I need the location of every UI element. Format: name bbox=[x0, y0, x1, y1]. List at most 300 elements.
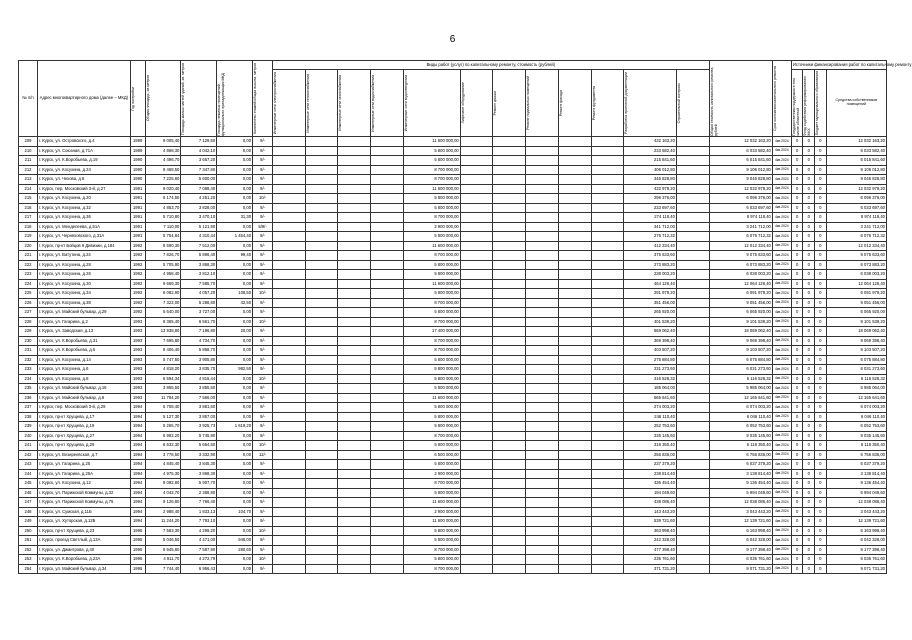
cell-year: 1994 bbox=[130, 488, 145, 498]
cell-ra: 1 833,13 bbox=[181, 507, 217, 517]
cell-c1: 5 800 000,00 bbox=[403, 422, 460, 432]
cell-empty bbox=[558, 441, 591, 451]
cell-empty bbox=[591, 564, 624, 574]
cell-s2: 0 bbox=[803, 165, 815, 175]
cell-empty bbox=[526, 194, 559, 204]
cell-fl: 9/- bbox=[253, 270, 273, 280]
cell-c1: 11 600 000,00 bbox=[403, 498, 460, 508]
cell-empty bbox=[493, 137, 526, 147]
cell-year: 1993 bbox=[130, 384, 145, 394]
cell-ra: 5 907,70 bbox=[181, 479, 217, 489]
cell-empty bbox=[526, 412, 559, 422]
cell-c1: 5 800 000,00 bbox=[403, 403, 460, 413]
cell-addr: г. Курск, ул. Косухина, д.36 bbox=[37, 213, 130, 223]
cell-empty bbox=[305, 441, 338, 451]
cell-empty bbox=[305, 517, 338, 527]
cell-empty bbox=[526, 555, 559, 565]
cell-na: 0,00 bbox=[217, 241, 253, 251]
cell-ra: 3 905,80 bbox=[181, 355, 217, 365]
cell-empty bbox=[591, 412, 624, 422]
cell-empty bbox=[591, 479, 624, 489]
cell-s3: 0 bbox=[815, 469, 827, 479]
cell-s3: 0 bbox=[815, 175, 827, 185]
cell-ra: 4 815,44 bbox=[181, 374, 217, 384]
cell-empty bbox=[460, 251, 493, 261]
cell-empty bbox=[305, 260, 338, 270]
cell-year: 1992 bbox=[130, 279, 145, 289]
header-work-col: Инженерные сети водоснабжения bbox=[371, 74, 376, 132]
cell-empty bbox=[460, 194, 493, 204]
cell-na: 0,00 bbox=[217, 156, 253, 166]
cell-empty bbox=[493, 498, 526, 508]
cell-addr: г. Курск, ул. Косухина, д.12 bbox=[37, 479, 130, 489]
cell-addr: г. Курск, пр-кт Хрущева, д.17 bbox=[37, 412, 130, 422]
cell-empty bbox=[558, 308, 591, 318]
cell-s2: 0 bbox=[803, 393, 815, 403]
cell-s2: 0 bbox=[803, 203, 815, 213]
cell-empty bbox=[493, 175, 526, 185]
cell-s3: 0 bbox=[815, 441, 827, 451]
cell-year: 1991 bbox=[130, 194, 145, 204]
cell-addr: г. Курск, проезд Светлый, д.13А bbox=[37, 536, 130, 546]
cell-c1: 2 900 000,00 bbox=[403, 469, 460, 479]
cell-addr: г. Курск, ул. Косухина, д.34 bbox=[37, 289, 130, 299]
cell-empty bbox=[371, 213, 404, 223]
cell-empty bbox=[558, 422, 591, 432]
cell-empty bbox=[558, 156, 591, 166]
cell-s1: 0 bbox=[791, 289, 803, 299]
cell-empty bbox=[558, 137, 591, 147]
header-total-cost: Общая стоимость капитального ремонта, рублей bbox=[709, 66, 718, 136]
cell-dl: 4кв.2024 bbox=[772, 184, 791, 194]
table-row bbox=[19, 441, 887, 451]
cell-empty bbox=[676, 536, 709, 546]
cell-tot: 6 163 998,40 bbox=[709, 526, 772, 536]
cell-n: 238 bbox=[19, 412, 38, 422]
cell-year: 1994 bbox=[130, 450, 145, 460]
cell-c1: 11 600 000,00 bbox=[403, 137, 460, 147]
cell-ra: 4 042,10 bbox=[181, 146, 217, 156]
cell-s2: 0 bbox=[803, 298, 815, 308]
table-row bbox=[19, 450, 887, 460]
cell-fl: 9/- bbox=[253, 536, 273, 546]
cell-empty bbox=[493, 365, 526, 375]
cell-dl: 4кв.2024 bbox=[772, 564, 791, 574]
table-row bbox=[19, 393, 887, 403]
table-row bbox=[19, 203, 887, 213]
cell-empty bbox=[526, 317, 559, 327]
cell-empty bbox=[305, 241, 338, 251]
cell-fl: 10/- bbox=[253, 441, 273, 451]
cell-n: 249 bbox=[19, 517, 38, 527]
cell-na: 0,00 bbox=[217, 308, 253, 318]
cell-empty bbox=[526, 336, 559, 346]
cell-n: 212 bbox=[19, 165, 38, 175]
cell-ra: 7 793,10 bbox=[181, 517, 217, 527]
cell-empty bbox=[371, 469, 404, 479]
cell-empty bbox=[371, 555, 404, 565]
cell-empty bbox=[676, 450, 709, 460]
cell-s1: 0 bbox=[791, 156, 803, 166]
cell-na: 0,00 bbox=[217, 194, 253, 204]
cell-s3: 0 bbox=[815, 545, 827, 555]
cell-dl: 4кв.2024 bbox=[772, 146, 791, 156]
cell-c2: 231 273,60 bbox=[624, 365, 677, 375]
cell-ta: 5 705,90 bbox=[145, 260, 181, 270]
cell-empty bbox=[493, 403, 526, 413]
cell-c2: 371 731,20 bbox=[624, 564, 677, 574]
cell-ta: 4 868,30 bbox=[145, 146, 181, 156]
cell-empty bbox=[558, 165, 591, 175]
table-row bbox=[19, 194, 887, 204]
cell-empty bbox=[493, 526, 526, 536]
cell-empty bbox=[273, 336, 306, 346]
cell-own: 6 031 273,60 bbox=[826, 365, 886, 375]
cell-s2: 0 bbox=[803, 270, 815, 280]
cell-empty bbox=[493, 213, 526, 223]
cell-c1: 5 800 000,00 bbox=[403, 270, 460, 280]
cell-empty bbox=[493, 479, 526, 489]
cell-empty bbox=[676, 412, 709, 422]
cell-addr: г. Курск, ул. Гагарина, д.25А bbox=[37, 469, 130, 479]
cell-empty bbox=[460, 536, 493, 546]
cell-empty bbox=[493, 431, 526, 441]
cell-ta: 5 747,60 bbox=[145, 355, 181, 365]
table-row bbox=[19, 184, 887, 194]
cell-s2: 0 bbox=[803, 488, 815, 498]
cell-empty bbox=[676, 355, 709, 365]
cell-s3: 0 bbox=[815, 251, 827, 261]
cell-s3: 0 bbox=[815, 146, 827, 156]
cell-n: 225 bbox=[19, 289, 38, 299]
table-body bbox=[19, 137, 887, 574]
header-deadline: Срок окончания капитального ремонта bbox=[772, 65, 777, 131]
cell-n: 221 bbox=[19, 251, 38, 261]
cell-fl: 9/- bbox=[253, 336, 273, 346]
cell-own: 6 065 920,00 bbox=[826, 308, 886, 318]
cell-s1: 0 bbox=[791, 346, 803, 356]
cell-s3: 0 bbox=[815, 194, 827, 204]
cell-empty bbox=[371, 346, 404, 356]
cell-c2: 276 712,32 bbox=[624, 232, 677, 242]
cell-empty bbox=[305, 403, 338, 413]
cell-ra: 3 857,00 bbox=[181, 412, 217, 422]
cell-empty bbox=[460, 241, 493, 251]
cell-empty bbox=[338, 222, 371, 232]
cell-empty bbox=[676, 308, 709, 318]
cell-empty bbox=[305, 545, 338, 555]
cell-dl: 4кв.2024 bbox=[772, 403, 791, 413]
cell-empty bbox=[591, 289, 624, 299]
cell-empty bbox=[526, 156, 559, 166]
cell-empty bbox=[460, 317, 493, 327]
cell-n: 244 bbox=[19, 469, 38, 479]
cell-own: 6 076 712,32 bbox=[826, 232, 886, 242]
cell-na: 99,40 bbox=[217, 251, 253, 261]
cell-year: 1994 bbox=[130, 412, 145, 422]
header-source-col: Государственная поддержка в том числе областной bbox=[791, 78, 800, 136]
cell-own: 9 106 012,80 bbox=[826, 165, 886, 175]
cell-c2: 242 328,00 bbox=[624, 536, 677, 546]
cell-empty bbox=[371, 241, 404, 251]
cell-c1: 8 700 000,00 bbox=[403, 175, 460, 185]
cell-empty bbox=[460, 289, 493, 299]
cell-empty bbox=[305, 137, 338, 147]
cell-s2: 0 bbox=[803, 336, 815, 346]
header-address: Адрес многоквартирного дома (далее – МКД) bbox=[37, 61, 130, 137]
cell-addr: г. Курск, ул. Сумская, д.11Б bbox=[37, 507, 130, 517]
cell-ta: 5 754,84 bbox=[145, 232, 181, 242]
cell-s3: 0 bbox=[815, 241, 827, 251]
cell-empty bbox=[558, 213, 591, 223]
cell-c1: 5 800 000,00 bbox=[403, 555, 460, 565]
cell-empty bbox=[493, 260, 526, 270]
cell-empty bbox=[558, 517, 591, 527]
cell-own: 9 177 398,40 bbox=[826, 545, 886, 555]
cell-own: 6 033 697,60 bbox=[826, 203, 886, 213]
cell-own: 6 118 350,40 bbox=[826, 441, 886, 451]
cell-empty bbox=[558, 355, 591, 365]
cell-tot: 18 069 062,40 bbox=[709, 327, 772, 337]
cell-empty bbox=[493, 203, 526, 213]
table-row bbox=[19, 555, 887, 565]
cell-s1: 0 bbox=[791, 270, 803, 280]
cell-empty bbox=[676, 498, 709, 508]
cell-empty bbox=[305, 251, 338, 261]
cell-empty bbox=[493, 156, 526, 166]
cell-empty bbox=[526, 403, 559, 413]
cell-dl: 4кв.2024 bbox=[772, 270, 791, 280]
table-row bbox=[19, 317, 887, 327]
cell-addr: г. Курск, ул. Косухина, д.38 bbox=[37, 298, 130, 308]
cell-ta: 11 784,20 bbox=[145, 393, 181, 403]
cell-year: 1994 bbox=[130, 403, 145, 413]
cell-empty bbox=[371, 403, 404, 413]
cell-addr: г. Курск, ул. Майский бульвар, д.8 bbox=[37, 393, 130, 403]
header-work-col: Инженерные сети электроснабжения bbox=[273, 71, 278, 135]
cell-addr: г. Курск, ул. Косухина, д.26 bbox=[37, 270, 130, 280]
cell-year: 1995 bbox=[130, 545, 145, 555]
cell-empty bbox=[371, 232, 404, 242]
cell-c1: 8 700 000,00 bbox=[403, 346, 460, 356]
cell-empty bbox=[338, 137, 371, 147]
cell-empty bbox=[305, 374, 338, 384]
cell-own: 9 046 828,80 bbox=[826, 175, 886, 185]
cell-fl: 10/- bbox=[253, 194, 273, 204]
cell-year: 1993 bbox=[130, 374, 145, 384]
cell-empty bbox=[305, 222, 338, 232]
cell-empty bbox=[493, 251, 526, 261]
cell-empty bbox=[558, 279, 591, 289]
cell-s2: 0 bbox=[803, 194, 815, 204]
cell-s2: 0 bbox=[803, 156, 815, 166]
cell-empty bbox=[305, 498, 338, 508]
cell-ra: 4 734,70 bbox=[181, 336, 217, 346]
cell-c2: 401 539,20 bbox=[624, 317, 677, 327]
cell-fl: 9/- bbox=[253, 498, 273, 508]
cell-empty bbox=[305, 336, 338, 346]
cell-empty bbox=[371, 526, 404, 536]
cell-empty bbox=[305, 488, 338, 498]
cell-own: 12 012 334,40 bbox=[826, 241, 886, 251]
cell-tot: 3 241 712,00 bbox=[709, 222, 772, 232]
cell-empty bbox=[371, 431, 404, 441]
cell-n: 252 bbox=[19, 545, 38, 555]
cell-empty bbox=[273, 260, 306, 270]
cell-year: 1993 bbox=[130, 365, 145, 375]
cell-c2: 233 582,40 bbox=[624, 146, 677, 156]
cell-year: 1993 bbox=[130, 336, 145, 346]
cell-c1: 5 800 000,00 bbox=[403, 488, 460, 498]
cell-tot: 6 076 712,32 bbox=[709, 232, 772, 242]
cell-empty bbox=[591, 526, 624, 536]
cell-own: 6 075 884,80 bbox=[826, 355, 886, 365]
cell-empty bbox=[558, 479, 591, 489]
cell-c1: 8 700 000,00 bbox=[403, 479, 460, 489]
cell-ra: 7 585,70 bbox=[181, 279, 217, 289]
cell-empty bbox=[371, 412, 404, 422]
cell-empty bbox=[526, 422, 559, 432]
cell-s2: 0 bbox=[803, 317, 815, 327]
cell-s2: 0 bbox=[803, 241, 815, 251]
cell-ta: 3 855,50 bbox=[145, 384, 181, 394]
table-row bbox=[19, 213, 887, 223]
cell-empty bbox=[676, 213, 709, 223]
cell-empty bbox=[526, 327, 559, 337]
cell-empty bbox=[460, 555, 493, 565]
cell-empty bbox=[371, 384, 404, 394]
cell-ra: 3 332,90 bbox=[181, 450, 217, 460]
cell-dl: 4кв.2024 bbox=[772, 355, 791, 365]
cell-s1: 0 bbox=[791, 431, 803, 441]
cell-empty bbox=[526, 346, 559, 356]
cell-own: 9 035 145,60 bbox=[826, 431, 886, 441]
cell-addr: г. Курск, пр-кт Хрущева, д.23 bbox=[37, 526, 130, 536]
cell-empty bbox=[526, 213, 559, 223]
cell-empty bbox=[676, 336, 709, 346]
cell-year: 1991 bbox=[130, 184, 145, 194]
cell-empty bbox=[273, 327, 306, 337]
cell-empty bbox=[305, 232, 338, 242]
cell-empty bbox=[338, 260, 371, 270]
cell-empty bbox=[273, 194, 306, 204]
cell-empty bbox=[273, 346, 306, 356]
cell-s2: 0 bbox=[803, 507, 815, 517]
cell-empty bbox=[591, 184, 624, 194]
cell-ta: 7 695,80 bbox=[145, 336, 181, 346]
cell-tot: 9 177 398,40 bbox=[709, 545, 772, 555]
cell-empty bbox=[676, 441, 709, 451]
cell-c2: 464 126,40 bbox=[624, 279, 677, 289]
cell-empty bbox=[338, 517, 371, 527]
cell-n: 209 bbox=[19, 137, 38, 147]
cell-empty bbox=[371, 536, 404, 546]
cell-year: 1994 bbox=[130, 441, 145, 451]
cell-addr: г. Курск, ул. К.Воробьева, д.31 bbox=[37, 336, 130, 346]
cell-fl: 9/- bbox=[253, 308, 273, 318]
cell-empty bbox=[493, 393, 526, 403]
cell-ra: 3 835,70 bbox=[181, 365, 217, 375]
cell-ra: 3 470,10 bbox=[181, 213, 217, 223]
cell-empty bbox=[558, 450, 591, 460]
cell-c2: 238 003,20 bbox=[624, 270, 677, 280]
cell-empty bbox=[591, 507, 624, 517]
cell-tot: 6 096 376,00 bbox=[709, 194, 772, 204]
cell-c2: 233 697,60 bbox=[624, 203, 677, 213]
cell-empty bbox=[493, 279, 526, 289]
cell-empty bbox=[273, 431, 306, 441]
cell-empty bbox=[526, 393, 559, 403]
cell-empty bbox=[460, 336, 493, 346]
cell-addr: г. Курск, ул. Чехова, д.8 bbox=[37, 175, 130, 185]
cell-empty bbox=[676, 289, 709, 299]
cell-addr: г. Курск, ул. Гагарина, д.25 bbox=[37, 460, 130, 470]
cell-empty bbox=[338, 469, 371, 479]
cell-empty bbox=[526, 251, 559, 261]
cell-fl: 9/- bbox=[253, 564, 273, 574]
cell-s1: 0 bbox=[791, 232, 803, 242]
cell-s2: 0 bbox=[803, 469, 815, 479]
cell-s1: 0 bbox=[791, 298, 803, 308]
cell-s1: 0 bbox=[791, 222, 803, 232]
cell-c1: 11 600 000,00 bbox=[403, 184, 460, 194]
cell-ta: 4 496,70 bbox=[145, 156, 181, 166]
cell-ta: 7 225,60 bbox=[145, 175, 181, 185]
cell-empty bbox=[591, 393, 624, 403]
cell-s2: 0 bbox=[803, 536, 815, 546]
table-row bbox=[19, 146, 887, 156]
cell-ra: 7 088,40 bbox=[181, 184, 217, 194]
cell-tot: 9 106 012,80 bbox=[709, 165, 772, 175]
cell-year: 1992 bbox=[130, 308, 145, 318]
cell-ta: 4 845,40 bbox=[145, 460, 181, 470]
cell-empty bbox=[338, 498, 371, 508]
cell-dl: 4кв.2024 bbox=[772, 165, 791, 175]
header-num: № п/п bbox=[19, 61, 38, 137]
cell-na: 0,00 bbox=[217, 374, 253, 384]
cell-empty bbox=[558, 251, 591, 261]
cell-year: 1995 bbox=[130, 564, 145, 574]
cell-empty bbox=[371, 336, 404, 346]
cell-empty bbox=[305, 384, 338, 394]
cell-empty bbox=[305, 175, 338, 185]
cell-empty bbox=[558, 298, 591, 308]
cell-empty bbox=[558, 184, 591, 194]
cell-c1: 11 600 000,00 bbox=[403, 393, 460, 403]
cell-na: 0,00 bbox=[217, 384, 253, 394]
cell-dl: 4кв.2024 bbox=[772, 175, 791, 185]
cell-empty bbox=[676, 184, 709, 194]
cell-year: 1992 bbox=[130, 298, 145, 308]
cell-empty bbox=[676, 460, 709, 470]
cell-empty bbox=[558, 384, 591, 394]
cell-empty bbox=[273, 450, 306, 460]
cell-na: 0,00 bbox=[217, 355, 253, 365]
cell-empty bbox=[460, 517, 493, 527]
cell-empty bbox=[676, 346, 709, 356]
cell-empty bbox=[591, 156, 624, 166]
cell-own: 6 052 753,60 bbox=[826, 422, 886, 432]
cell-empty bbox=[338, 412, 371, 422]
table-row bbox=[19, 479, 887, 489]
cell-c2: 406 012,80 bbox=[624, 165, 677, 175]
page-number: 6 bbox=[449, 34, 456, 45]
cell-empty bbox=[460, 507, 493, 517]
cell-empty bbox=[338, 422, 371, 432]
cell-empty bbox=[676, 365, 709, 375]
cell-na: 0,00 bbox=[217, 393, 253, 403]
capital-repair-table bbox=[18, 60, 912, 574]
